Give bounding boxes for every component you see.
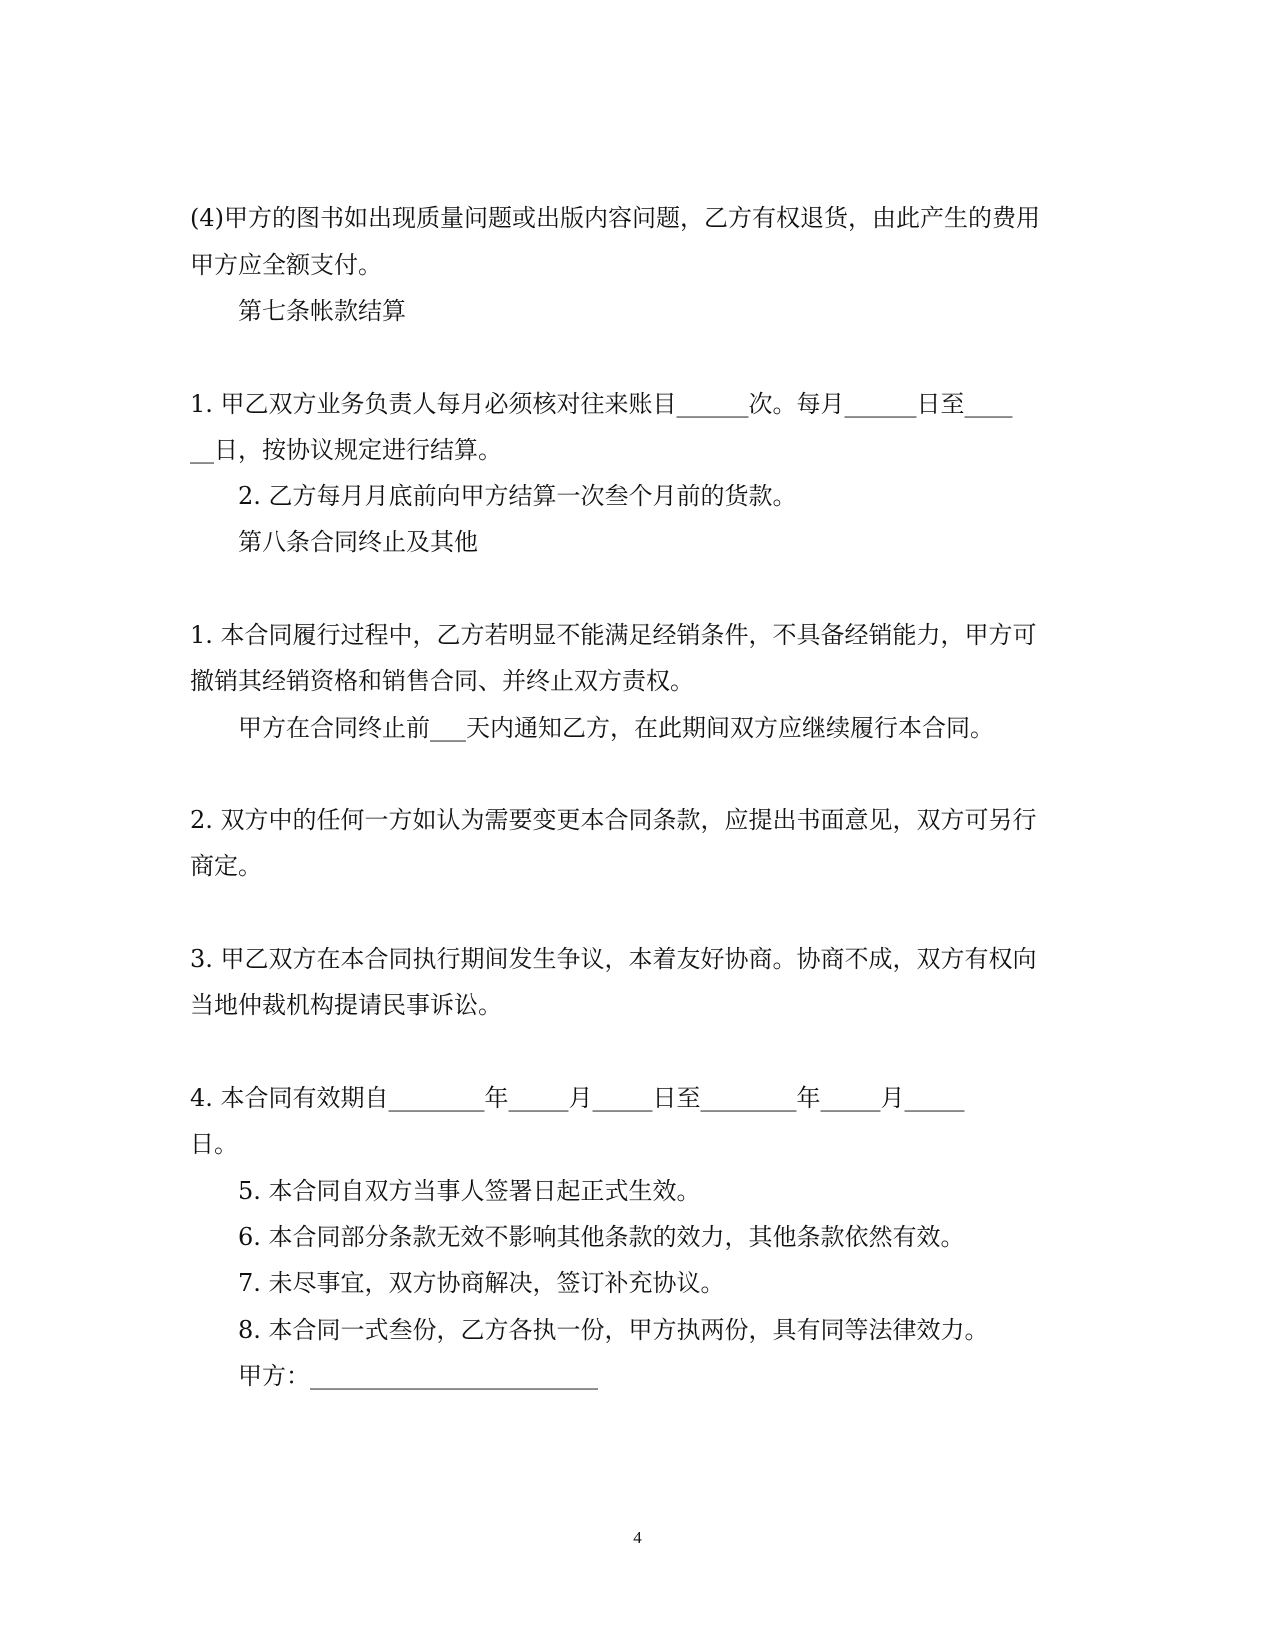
text-line: 甲方应全额支付。 bbox=[190, 251, 382, 279]
text-line-article-7-item-2: 2. 乙方每月月底前向甲方结算一次叁个月前的货款。 bbox=[238, 482, 797, 510]
text-line-article-8-item-7: 7. 未尽事宜，双方协商解决，签订补充协议。 bbox=[238, 1269, 725, 1297]
section-heading-article-8: 第八条合同终止及其他 bbox=[238, 528, 478, 556]
text-line: 商定。 bbox=[190, 852, 262, 880]
text-line: 撤销其经销资格和销售合同、并终止双方责权。 bbox=[190, 667, 694, 695]
text-line: 日。 bbox=[190, 1130, 238, 1158]
signature-line-party-a: 甲方：________________________ bbox=[238, 1362, 598, 1390]
page-number: 4 bbox=[633, 1528, 642, 1547]
text-line-article-8-item-4: 4. 本合同有效期自________年_____月_____日至________年_____月_____ bbox=[190, 1084, 965, 1112]
text-line-article-8-item-3: 3. 甲乙双方在本合同执行期间发生争议，本着友好协商。协商不成，双方有权向 bbox=[190, 945, 1037, 973]
text-line-article-8-item-8: 8. 本合同一式叁份，乙方各执一份，甲方执两份，具有同等法律效力。 bbox=[238, 1316, 989, 1344]
text-line: 甲方在合同终止前___天内通知乙方，在此期间双方应继续履行本合同。 bbox=[238, 714, 994, 742]
text-line: __日，按协议规定进行结算。 bbox=[190, 436, 502, 464]
text-line-article-8-item-6: 6. 本合同部分条款无效不影响其他条款的效力，其他条款依然有效。 bbox=[238, 1223, 965, 1251]
text-line: 当地仲裁机构提请民事诉讼。 bbox=[190, 991, 502, 1019]
section-heading-article-7: 第七条帐款结算 bbox=[238, 297, 406, 325]
text-line-article-8-item-5: 5. 本合同自双方当事人签署日起正式生效。 bbox=[238, 1177, 701, 1205]
text-line-article-8-item-2: 2. 双方中的任何一方如认为需要变更本合同条款，应提出书面意见，双方可另行 bbox=[190, 806, 1037, 834]
text-line-article-7-item-1: 1. 甲乙双方业务负责人每月必须核对往来账目______次。每月______日至____ bbox=[190, 390, 1013, 418]
text-line-clause-4: (4)甲方的图书如出现质量问题或出版内容问题，乙方有权退货，由此产生的费用 bbox=[190, 204, 1040, 232]
text-line-article-8-item-1: 1. 本合同履行过程中，乙方若明显不能满足经销条件，不具备经销能力，甲方可 bbox=[190, 621, 1037, 649]
